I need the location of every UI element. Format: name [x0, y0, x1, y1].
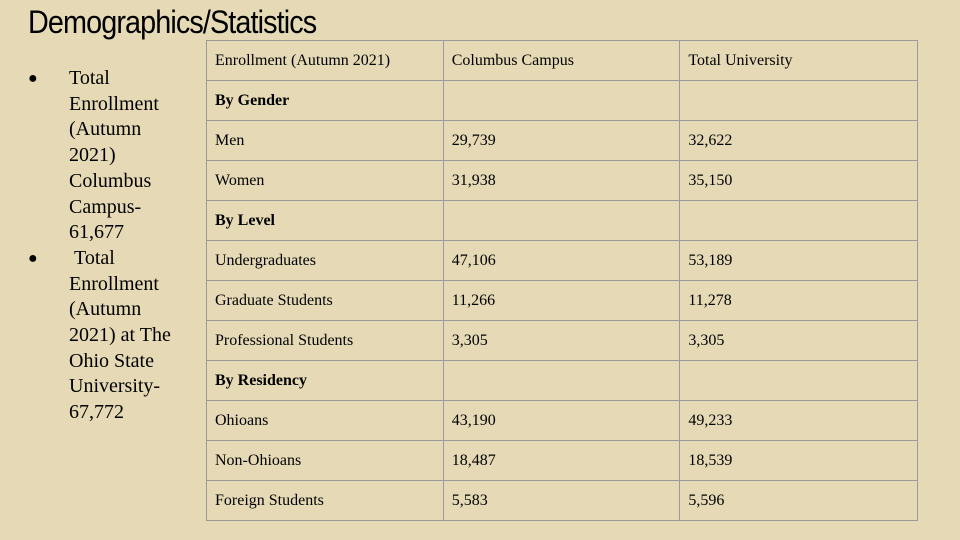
table-row	[207, 321, 918, 361]
total-value-cell	[680, 201, 918, 241]
columbus-value-cell: 43,190	[443, 401, 680, 441]
columbus-value-cell: 5,583	[443, 481, 680, 521]
columbus-value-cell: 29,739	[443, 121, 680, 161]
total-value-cell: 49,233	[680, 401, 918, 441]
columbus-value-cell: 31,938	[443, 161, 680, 201]
table-section-row	[207, 81, 918, 121]
row-label-cell: Professional Students	[207, 321, 444, 361]
table-row	[207, 121, 918, 161]
table-row	[207, 481, 918, 521]
table-section-row	[207, 201, 918, 241]
bullet-dot-icon: ●	[28, 249, 38, 267]
table-row	[207, 401, 918, 441]
columbus-value-cell: 47,106	[443, 241, 680, 281]
bullet-text: Total Enrollment (Autumn 2021) at The Ohio State University- 67,772	[69, 246, 171, 424]
row-label-cell: Undergraduates	[207, 241, 444, 281]
table-row	[207, 281, 918, 321]
header-cell-total: Total University	[680, 41, 918, 81]
bullet-item	[28, 246, 188, 426]
columbus-value-cell: 18,487	[443, 441, 680, 481]
total-value-cell: 35,150	[680, 161, 918, 201]
header-cell-category: Enrollment (Autumn 2021)	[207, 41, 444, 81]
bullet-dot-icon: ●	[28, 70, 38, 87]
row-label-cell: Graduate Students	[207, 281, 444, 321]
table-header-row	[207, 41, 918, 81]
total-value-cell: 5,596	[680, 481, 918, 521]
row-label-cell: Men	[207, 121, 444, 161]
columbus-value-cell	[443, 201, 680, 241]
table-section-row	[207, 361, 918, 401]
total-value-cell: 32,622	[680, 121, 918, 161]
header-cell-columbus: Columbus Campus	[443, 41, 680, 81]
bullet-text: Total Enrollment (Autumn 2021) Columbus Campus- 61,677	[69, 67, 159, 244]
table-row	[207, 441, 918, 481]
total-value-cell: 53,189	[680, 241, 918, 281]
total-value-cell: 11,278	[680, 281, 918, 321]
row-label-cell: Non-Ohioans	[207, 441, 444, 481]
columbus-value-cell: 3,305	[443, 321, 680, 361]
row-label-cell: Women	[207, 161, 444, 201]
bullet-item	[28, 66, 188, 246]
row-label-cell: By Gender	[207, 81, 444, 121]
enrollment-table	[206, 40, 918, 521]
table-row	[207, 241, 918, 281]
row-label-cell: By Residency	[207, 361, 444, 401]
columbus-value-cell	[443, 361, 680, 401]
total-value-cell: 18,539	[680, 441, 918, 481]
row-label-cell: Ohioans	[207, 401, 444, 441]
total-value-cell	[680, 81, 918, 121]
table-row	[207, 161, 918, 201]
bullet-list	[28, 66, 188, 426]
total-value-cell	[680, 361, 918, 401]
row-label-cell: Foreign Students	[207, 481, 444, 521]
columbus-value-cell	[443, 81, 680, 121]
row-label-cell: By Level	[207, 201, 444, 241]
columbus-value-cell: 11,266	[443, 281, 680, 321]
slide-title: Demographics/Statistics	[28, 4, 317, 40]
total-value-cell: 3,305	[680, 321, 918, 361]
